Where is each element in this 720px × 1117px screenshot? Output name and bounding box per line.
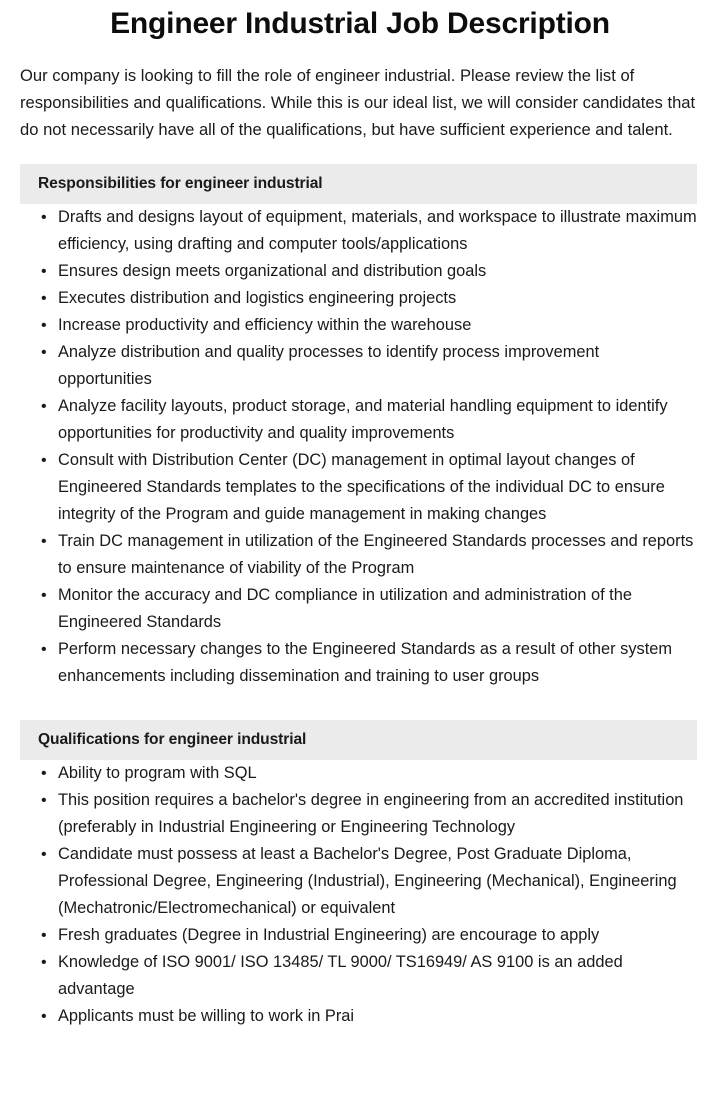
list-item: • Increase productivity and efficiency within the warehouse: [0, 312, 720, 339]
list-item: • Drafts and designs layout of equipment, materials, and workspace to illustrate maximum efficiency, using drafting and computer tools/applications: [0, 204, 720, 258]
list-item: • This position requires a bachelor's degree in engineering from an accredited institution (preferably in Industrial Engineering or Engineering Technology: [0, 787, 720, 841]
qualifications-section: [0, 720, 720, 1030]
list-item: • Applicants must be willing to work in Prai: [0, 1003, 720, 1030]
list-item: • Knowledge of ISO 9001/ ISO 13485/ TL 9000/ TS16949/ AS 9100 is an added advantage: [0, 949, 720, 1003]
intro-paragraph: Our company is looking to fill the role of engineer industrial. Please review the list of responsibilities and qualifications. While this is our ideal list, we will consider candidates that do not necessarily have all of the qualifications, but have sufficient experience and talent.: [20, 66, 696, 139]
list-item: • Ability to program with SQL: [0, 760, 720, 787]
list-item: • Executes distribution and logistics engineering projects: [0, 285, 720, 312]
job-description-page: [0, 6, 720, 1117]
responsibilities-section-header: [20, 164, 697, 204]
page-title: Engineer Industrial Job Description: [110, 7, 610, 40]
list-item: • Analyze distribution and quality processes to identify process improvement opportunities: [0, 339, 720, 393]
qualifications-list: [0, 760, 720, 1030]
responsibilities-list: [0, 204, 720, 690]
list-item: • Ensures design meets organizational and distribution goals: [0, 258, 720, 285]
responsibilities-section: [0, 164, 720, 690]
list-item: • Analyze facility layouts, product storage, and material handling equipment to identify opportunities for productivity and quality improvements: [0, 393, 720, 447]
list-item: • Perform necessary changes to the Engineered Standards as a result of other system enhancements including dissemination and training to user groups: [0, 636, 720, 690]
list-item: • Train DC management in utilization of the Engineered Standards processes and reports to ensure maintenance of viability of the Program: [0, 528, 720, 582]
list-item: • Monitor the accuracy and DC compliance in utilization and administration of the Engineered Standards: [0, 582, 720, 636]
qualifications-heading: Qualifications for engineer industrial: [38, 731, 307, 748]
qualifications-section-header: [20, 720, 697, 760]
list-item: • Fresh graduates (Degree in Industrial Engineering) are encourage to apply: [0, 922, 720, 949]
list-item: • Consult with Distribution Center (DC) management in optimal layout changes of Engineered Standards templates to the specifications of the individual DC to ensure integrity of the Program and guide management in making changes: [0, 447, 720, 528]
responsibilities-heading: Responsibilities for engineer industrial: [38, 175, 323, 192]
list-item: • Candidate must possess at least a Bachelor's Degree, Post Graduate Diploma, Professional Degree, Engineering (Industrial), Engineering (Mechanical), Engineering (Mechatronic/Electromechanical) or equivalent: [0, 841, 720, 922]
